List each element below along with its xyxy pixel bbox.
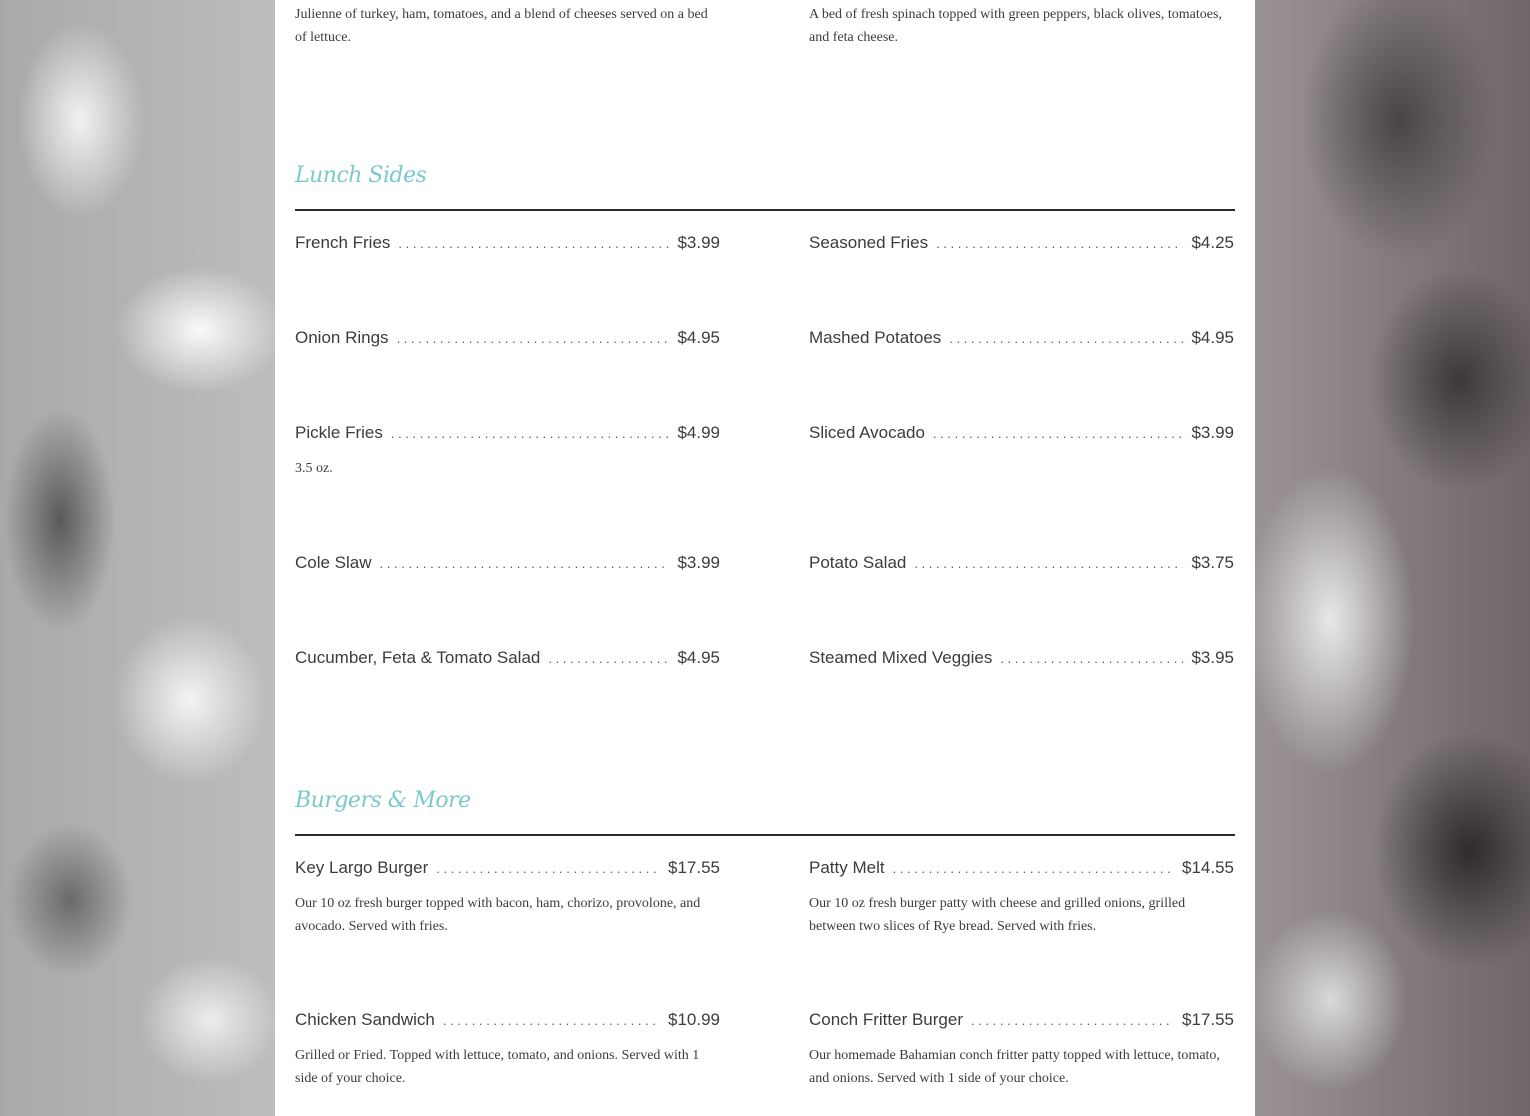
item-description: Our 10 oz fresh burger patty with cheese and grilled onions, grilled between two slices of Rye bread. Served with fries. (809, 896, 1186, 934)
dot-leader (893, 861, 1174, 876)
item-price: $3.99 (677, 233, 720, 252)
item-name: Chicken Sandwich (295, 1010, 435, 1029)
dot-leader (443, 1013, 660, 1028)
dot-leader (949, 331, 1183, 346)
menu-item (809, 648, 1234, 668)
menu-item (809, 553, 1234, 573)
dot-leader (380, 556, 670, 571)
item-name: Pickle Fries (295, 423, 383, 442)
dot-leader (1000, 651, 1183, 666)
menu-item (295, 553, 720, 573)
menu-item-description: Julienne of turkey, ham, tomatoes, and a blend of cheeses served on a bed of lettuce. (295, 7, 708, 45)
menu-item (809, 233, 1234, 253)
item-name: Key Largo Burger (295, 858, 429, 877)
section-divider (295, 834, 1235, 836)
dot-leader (397, 331, 670, 346)
menu-item (295, 328, 720, 348)
item-price: $4.99 (677, 423, 720, 442)
item-price: $17.55 (1182, 1010, 1234, 1029)
dot-leader (436, 861, 660, 876)
item-description: Our 10 oz fresh burger topped with bacon, ham, chorizo, provolone, and avocado. Served with fries. (295, 896, 701, 934)
item-price: $3.95 (1191, 648, 1234, 667)
item-name: Conch Fritter Burger (809, 1010, 963, 1029)
item-description: 3.5 oz. (295, 461, 333, 476)
item-price: $4.25 (1191, 233, 1234, 252)
section-divider (295, 209, 1235, 211)
item-name: Potato Salad (809, 553, 907, 572)
item-name: Cucumber, Feta & Tomato Salad (295, 648, 541, 667)
menu-item (295, 1010, 720, 1090)
menu-item-description: A bed of fresh spinach topped with green peppers, black olives, tomatoes, and feta cheese. (809, 7, 1222, 45)
item-price: $4.95 (677, 648, 720, 667)
menu-item (295, 423, 720, 480)
dot-leader (398, 236, 669, 251)
item-price: $3.75 (1191, 553, 1234, 572)
dot-leader (933, 426, 1184, 441)
menu-panel (275, 0, 1255, 1116)
item-name: Onion Rings (295, 328, 389, 347)
menu-item (295, 858, 720, 938)
dot-leader (971, 1013, 1174, 1028)
section-title-lunch-sides: Lunch Sides (295, 163, 427, 188)
item-name: French Fries (295, 233, 391, 252)
item-description: Grilled or Fried. Topped with lettuce, tomato, and onions. Served with 1 side of your choice. (295, 1048, 700, 1086)
dot-leader (391, 426, 670, 441)
dot-leader (936, 236, 1183, 251)
dot-leader (548, 651, 669, 666)
menu-item (295, 648, 720, 668)
menu-item (809, 328, 1234, 348)
section-title-burgers: Burgers & More (295, 788, 471, 813)
item-price: $17.55 (668, 858, 720, 877)
menu-item (809, 858, 1234, 938)
background-image-left (0, 0, 275, 1116)
item-name: Seasoned Fries (809, 233, 929, 252)
item-price: $4.95 (677, 328, 720, 347)
dot-leader (914, 556, 1183, 571)
item-description: Our homemade Bahamian conch fritter patty topped with lettuce, tomato, and onions. Served with 1 side of your choice. (809, 1048, 1220, 1086)
item-price: $14.55 (1182, 858, 1234, 877)
item-name: Cole Slaw (295, 553, 372, 572)
item-price: $10.99 (668, 1010, 720, 1029)
item-price: $3.99 (677, 553, 720, 572)
menu-item (295, 233, 720, 253)
item-name: Steamed Mixed Veggies (809, 648, 993, 667)
item-name: Patty Melt (809, 858, 885, 877)
menu-item (809, 423, 1234, 443)
item-price: $4.95 (1191, 328, 1234, 347)
item-name: Mashed Potatoes (809, 328, 942, 347)
background-image-right (1255, 0, 1530, 1116)
item-price: $3.99 (1191, 423, 1234, 442)
item-name: Sliced Avocado (809, 423, 925, 442)
menu-item (809, 1010, 1234, 1090)
